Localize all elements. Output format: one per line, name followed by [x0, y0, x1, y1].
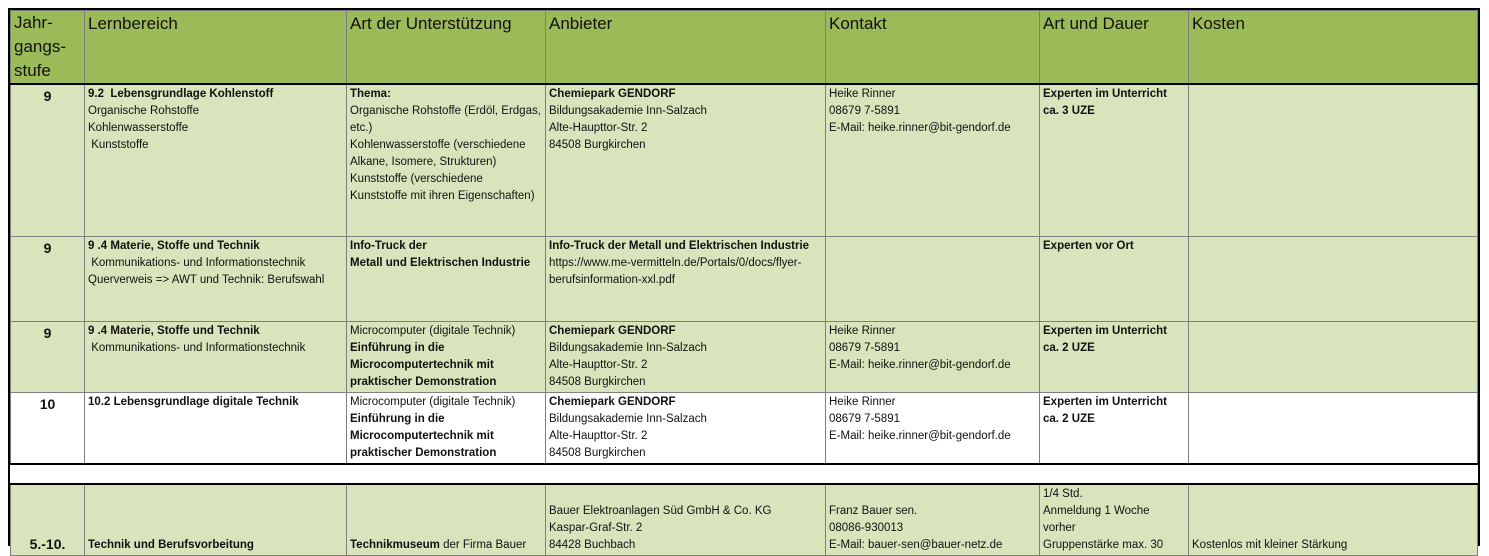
cell-text: Microcomputer (digitale Technik) — [350, 395, 516, 408]
cell-dauer[interactable] — [1040, 392, 1189, 464]
spreadsheet — [8, 8, 1480, 552]
cell-kosten[interactable] — [1189, 84, 1478, 236]
cell-text: Organische Rohstoffe — [88, 105, 200, 117]
cell-text: Bildungsakademie Inn-Salzach — [549, 341, 707, 354]
cell-text: Chemiepark GENDORF — [549, 324, 676, 337]
cell-text: der Firma Bauer — [439, 538, 527, 551]
cell-dauer[interactable] — [1040, 484, 1189, 556]
cell-text: 08086-930013 — [829, 521, 904, 534]
cell-text: 84508 Burgkirchen — [549, 446, 646, 459]
cell-text: Metall und Elektrischen Industrie — [350, 256, 531, 269]
header-dauer[interactable]: Art und Dauer — [1040, 11, 1189, 85]
cell-text: E-Mail: bauer-sen@bauer-netz.de — [829, 538, 1003, 551]
header-kontakt[interactable]: Kontakt — [826, 11, 1040, 85]
cell-anbieter[interactable] — [546, 321, 826, 392]
cell-text: 08679 7-5891 — [829, 412, 900, 425]
table-row — [11, 236, 1478, 321]
cell-lernbereich[interactable] — [85, 484, 347, 556]
header-anbieter[interactable]: Anbieter — [546, 11, 826, 85]
table-row — [11, 484, 1478, 556]
cell-lernbereich[interactable] — [85, 236, 347, 321]
cell-text: Querverweis => AWT und Technik: Berufswahl — [88, 273, 325, 286]
cell-text: Alte-Haupttor-Str. 2 — [549, 122, 648, 134]
cell-text: Heike Rinner — [829, 324, 896, 337]
cell-text: Experten vor Ort — [1043, 239, 1134, 252]
cell-text: https://www.me-vermitteln.de/Portals/0/docs/flyer-berufsinformation-xxl.pdf — [549, 256, 802, 286]
cell-text: Kunststoffe (verschiedene Kunststoffe mit ihren Eigenschaften) — [350, 173, 535, 202]
cell-dauer[interactable] — [1040, 84, 1189, 236]
cell-text: Chemiepark GENDORF — [549, 88, 676, 100]
cell-grade[interactable]: 5.-10. — [11, 484, 85, 556]
cell-anbieter[interactable] — [546, 84, 826, 236]
cell-text: 84508 Burgkirchen — [549, 375, 646, 388]
cell-kosten[interactable] — [1189, 321, 1478, 392]
cell-art[interactable] — [347, 236, 546, 321]
spacer-row — [11, 464, 1478, 484]
cell-text: 9 .4 Materie, Stoffe und Technik — [88, 324, 260, 337]
cell-dauer[interactable] — [1040, 321, 1189, 392]
cell-text: Kostenlos mit kleiner Stärkung — [1192, 538, 1348, 551]
cell-dauer[interactable] — [1040, 236, 1189, 321]
cell-text: 08679 7-5891 — [829, 341, 900, 354]
cell-text: 9.2 Lebensgrundlage Kohlenstoff — [88, 88, 274, 100]
cell-text: Kohlenwasserstoffe — [88, 122, 189, 134]
cell-text: E-Mail: heike.rinner@bit-gendorf.de — [829, 429, 1011, 442]
table-row — [11, 321, 1478, 392]
cell-kosten[interactable] — [1189, 484, 1478, 556]
cell-text: Microcomputer (digitale Technik) — [350, 324, 516, 337]
cell-text: ca. 2 UZE — [1043, 341, 1095, 354]
cell-text: Heike Rinner — [829, 395, 896, 408]
cell-text: Kommunikations- und Informationstechnik — [88, 341, 306, 354]
cell-text: E-Mail: heike.rinner@bit-gendorf.de — [829, 358, 1011, 371]
cell-text: 9 .4 Materie, Stoffe und Technik — [88, 239, 260, 252]
cell-text: Kunststoffe — [88, 139, 149, 151]
cell-text: Kommunikations- und Informationstechnik — [88, 256, 306, 269]
cell-text: Gruppenstärke max. 30 — [1043, 538, 1164, 551]
cell-kontakt[interactable] — [826, 484, 1040, 556]
cell-grade[interactable]: 9 — [11, 321, 85, 392]
cell-text: Experten im Unterricht — [1043, 88, 1167, 100]
cell-text: 1/4 Std. — [1043, 487, 1083, 500]
cell-text: Kohlenwasserstoffe (verschiedene Alkane, Isomere, Strukturen) — [350, 139, 529, 168]
cell-text: Info-Truck der Metall und Elektrischen Industrie — [549, 239, 810, 252]
cell-kosten[interactable] — [1189, 236, 1478, 321]
cell-text: Experten im Unterricht — [1043, 324, 1167, 337]
header-grade[interactable]: Jahr- gangs- stufe — [11, 11, 85, 85]
cell-anbieter[interactable] — [546, 392, 826, 464]
cell-text: 84508 Burgkirchen — [549, 139, 646, 151]
cell-grade[interactable]: 9 — [11, 236, 85, 321]
cell-kontakt[interactable] — [826, 84, 1040, 236]
cell-text: Einführung in die Microcomputertechnik mit praktischer Demonstration — [350, 341, 497, 388]
cell-text: Bauer Elektroanlagen Süd GmbH & Co. KG — [549, 504, 772, 517]
cell-lernbereich[interactable] — [85, 321, 347, 392]
cell-text: Info-Truck der — [350, 239, 427, 252]
cell-text: ca. 3 UZE — [1043, 105, 1095, 117]
header-art[interactable]: Art der Unterstützung — [347, 11, 546, 85]
spacer-cell — [11, 464, 1478, 484]
cell-kontakt[interactable] — [826, 392, 1040, 464]
cell-text: Thema: — [350, 88, 391, 100]
cell-text: Technikmuseum — [350, 538, 440, 551]
cell-art[interactable] — [347, 321, 546, 392]
cell-text: Franz Bauer sen. — [829, 504, 918, 517]
cell-kontakt[interactable] — [826, 321, 1040, 392]
table-row — [11, 84, 1478, 236]
cell-text: 08679 7-5891 — [829, 105, 900, 117]
cell-text: ca. 2 UZE — [1043, 412, 1095, 425]
cell-kosten[interactable] — [1189, 392, 1478, 464]
cell-text: Bildungsakademie Inn-Salzach — [549, 412, 707, 425]
cell-text: E-Mail: heike.rinner@bit-gendorf.de — [829, 122, 1011, 134]
header-row — [11, 11, 1478, 85]
cell-lernbereich[interactable] — [85, 392, 347, 464]
cell-kontakt[interactable] — [826, 236, 1040, 321]
cell-grade[interactable]: 10 — [11, 392, 85, 464]
cell-text: Experten im Unterricht — [1043, 395, 1167, 408]
offers-table — [10, 10, 1478, 556]
cell-text: Alte-Haupttor-Str. 2 — [549, 429, 648, 442]
cell-text: Kaspar-Graf-Str. 2 — [549, 521, 643, 534]
cell-art[interactable] — [347, 484, 546, 556]
header-kosten[interactable]: Kosten — [1189, 11, 1478, 85]
cell-text: Bildungsakademie Inn-Salzach — [549, 105, 707, 117]
cell-text: Alte-Haupttor-Str. 2 — [549, 358, 648, 371]
cell-anbieter[interactable] — [546, 484, 826, 556]
header-lernbereich[interactable]: Lernbereich — [85, 11, 347, 85]
cell-text: Einführung in die Microcomputertechnik mit praktischer Demonstration — [350, 412, 497, 459]
cell-text: 84428 Buchbach — [549, 538, 636, 551]
cell-text: Anmeldung 1 Woche vorher — [1043, 504, 1153, 534]
cell-grade[interactable]: 9 — [11, 84, 85, 236]
cell-text: Heike Rinner — [829, 88, 896, 100]
cell-text: 10.2 Lebensgrundlage digitale Technik — [88, 395, 299, 408]
cell-text: Organische Rohstoffe (Erdöl, Erdgas, etc.) — [350, 105, 545, 134]
cell-text: Chemiepark GENDORF — [549, 395, 676, 408]
cell-anbieter[interactable] — [546, 236, 826, 321]
cell-art[interactable] — [347, 392, 546, 464]
cell-art[interactable] — [347, 84, 546, 236]
cell-text: Technik und Berufsvorbeitung — [88, 538, 254, 551]
cell-lernbereich[interactable] — [85, 84, 347, 236]
table-row — [11, 392, 1478, 464]
